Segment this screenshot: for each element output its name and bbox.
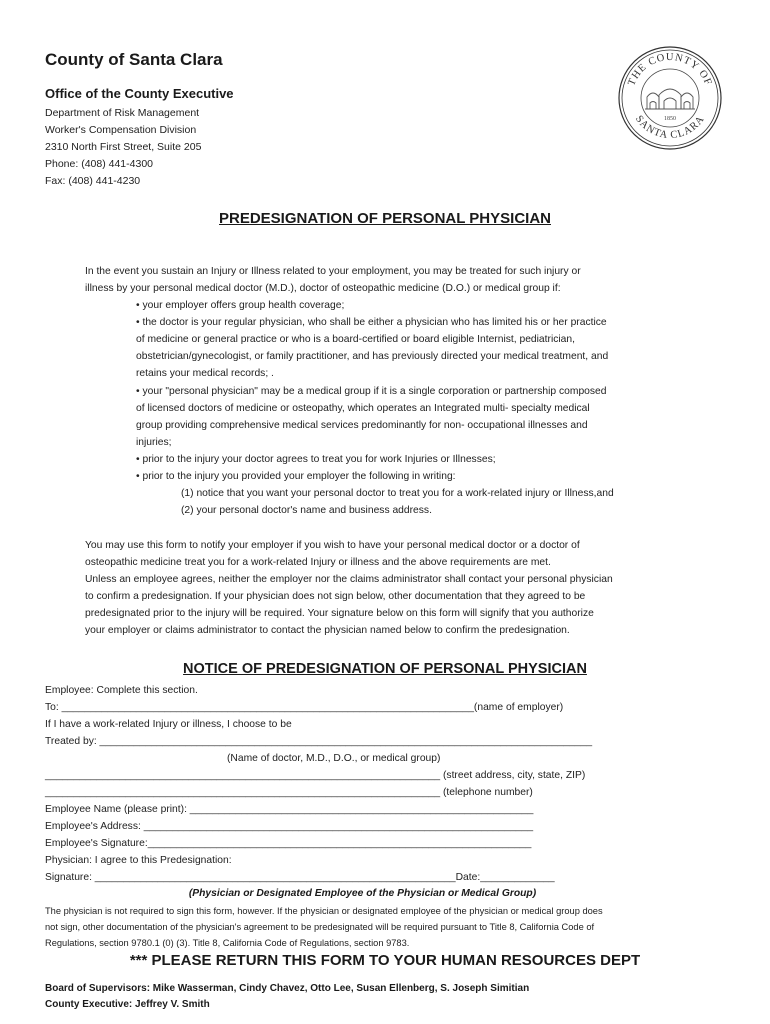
doctor-name-caption: (Name of doctor, M.D., D.O., or medical group) — [227, 753, 441, 764]
sub-item-name-address: (2) your personal doctor's name and business address. — [181, 505, 432, 516]
physician-signature-caption: (Physician or Designated Employee of the Physician or Medical Group) — [188, 888, 537, 899]
address-line-department: Department of Risk Management — [45, 107, 200, 119]
choice-statement: If I have a work-related Injury or illness, I choose to be — [45, 719, 292, 730]
fine-print-line-3: Regulations, section 9780.1 (0) (3). Title 8, California Code of Regulations, section 9783. — [45, 938, 410, 948]
address-line-division: Worker's Compensation Division — [45, 124, 197, 136]
usage-line-5: predesignated prior to the injury will be required. Your signature below on this form will signify that you authorize — [85, 608, 594, 619]
bullet-regular-physician: • the doctor is your regular physician, who shall be either a physician who has limited his or her practice — [136, 317, 607, 328]
address-line-street: 2310 North First Street, Suite 205 — [45, 141, 202, 153]
bullet-regular-physician-cont: of medicine or general practice or who is a board-certified or board eligible Internist, pediatrician, — [136, 334, 575, 345]
usage-line-1: You may use this form to notify your employer if you wish to have your personal medical doctor or a doctor of — [85, 540, 580, 551]
physician-agreement: Physician: I agree to this Predesignation: — [45, 855, 232, 866]
bullet-provided-writing: • prior to the injury you provided your employer the following in writing: — [136, 471, 456, 482]
intro-line-2: illness by your personal medical doctor (M.D.), doctor of osteopathic medicine (D.O.) or medical group if: — [85, 283, 561, 294]
physician-signature-date-field[interactable]: Signature: _______________________________________________________________Date:_____________ — [45, 872, 555, 883]
usage-line-3: Unless an employee agrees, neither the employer nor the claims administrator shall contact your personal physician — [85, 574, 613, 585]
treated-by-field[interactable]: Treated by: ______________________________________________________________________________________ — [45, 736, 593, 747]
fine-print-line-2: not sign, other documentation of the physician's agreement to be predesignated will be required pursuant to Title 8, California Code of — [45, 922, 595, 932]
bullet-medical-group-cont: group providing comprehensive medical services predominantly for non- occupational illnesses and — [136, 420, 588, 431]
usage-line-2: osteopathic medicine treat you for a work-related Injury or illness and the above requirements are met. — [85, 557, 551, 568]
employee-name-field[interactable]: Employee Name (please print): ____________________________________________________________ — [45, 804, 534, 815]
usage-line-4: to confirm a predesignation. If your physician does not sign below, other documentation that they agreed to be — [85, 591, 586, 602]
employee-signature-field[interactable]: Employee's Signature:___________________________________________________________________ — [45, 838, 532, 849]
usage-line-6: your employer or claims administrator to contact the physician named below to confirm the predesignation. — [85, 625, 570, 636]
county-seal — [617, 45, 723, 151]
employer-field[interactable]: To: ________________________________________________________________________(name of employer) — [45, 702, 564, 713]
seal-year: 1850 — [664, 116, 676, 122]
return-form-notice: *** PLEASE RETURN THIS FORM TO YOUR HUMAN RESOURCES DEPT — [129, 952, 641, 969]
board-of-supervisors: Board of Supervisors: Mike Wasserman, Cindy Chavez, Otto Lee, Susan Ellenberg, S. Joseph Simitian — [45, 983, 530, 994]
county-name: County of Santa Clara — [45, 50, 223, 69]
bullet-regular-physician-cont: obstetrician/gynecologist, or family practitioner, and has previously directed your medical treatment, and — [136, 351, 609, 362]
address-line-fax: Fax: (408) 441-4230 — [45, 175, 141, 187]
notice-title: NOTICE OF PREDESIGNATION OF PERSONAL PHYSICIAN — [183, 661, 587, 677]
sub-item-notice: (1) notice that you want your personal doctor to treat you for a work-related injury or Illness,and — [181, 488, 614, 499]
doctor-phone-field[interactable]: _____________________________________________________________________ (telephone number) — [45, 787, 533, 798]
bullet-doctor-agrees: • prior to the injury your doctor agrees to treat you for work Injuries or Illnesses; — [136, 454, 496, 465]
office-name: Office of the County Executive — [45, 86, 234, 101]
employee-instruction: Employee: Complete this section. — [45, 685, 198, 696]
bullet-medical-group-cont: injuries; — [136, 437, 172, 448]
employee-address-field[interactable]: Employee's Address: ____________________________________________________________________ — [45, 821, 534, 832]
mission-building-icon — [645, 89, 695, 109]
bullet-group-health: • your employer offers group health coverage; — [136, 300, 345, 311]
predesignation-title: PREDESIGNATION OF PERSONAL PHYSICIAN — [219, 210, 551, 227]
fine-print-line-1: The physician is not required to sign this form, however. If the physician or designated employee of the physician or medical group does — [45, 906, 603, 916]
seal-top-text: THE COUNTY OF — [626, 51, 714, 88]
bullet-regular-physician-cont: retains your medical records; . — [136, 368, 274, 379]
bullet-medical-group: • your "personal physician" may be a medical group if it is a single corporation or partnership composed — [136, 386, 607, 397]
intro-line-1: In the event you sustain an Injury or Illness related to your employment, you may be treated for such injury or — [85, 266, 581, 277]
bullet-medical-group-cont: of licensed doctors of medicine or osteopathy, which operates an Integrated multi- specialty medical — [136, 403, 590, 414]
county-executive: County Executive: Jeffrey V. Smith — [45, 999, 210, 1010]
seal-bottom-text: SANTA CLARA — [632, 113, 708, 142]
address-line-phone: Phone: (408) 441-4300 — [45, 158, 153, 170]
doctor-address-field[interactable]: _____________________________________________________________________ (street address, city, state, ZIP) — [45, 770, 586, 781]
